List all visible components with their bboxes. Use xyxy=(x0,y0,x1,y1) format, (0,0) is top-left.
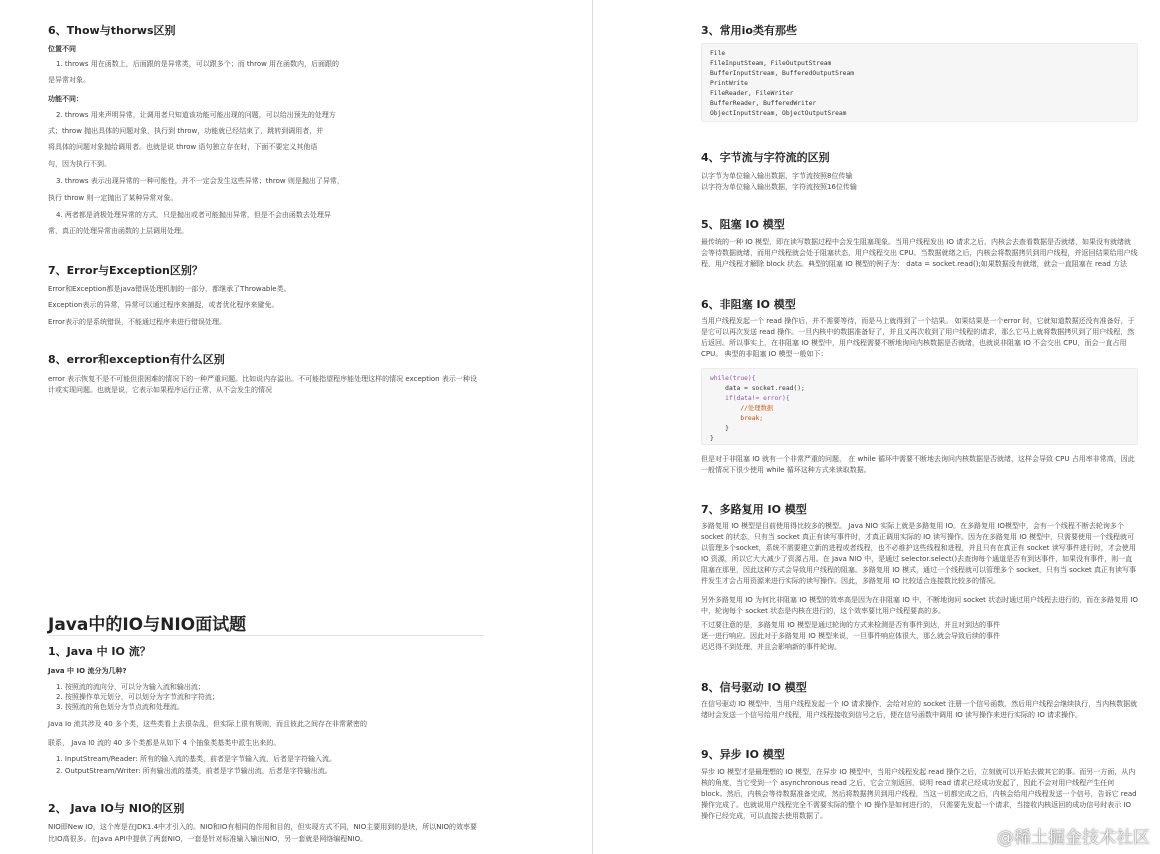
paragraph-line: 句，因为执行不到。 xyxy=(48,160,111,168)
question-1-subtitle: Java 中 IO 流分为几种? xyxy=(48,667,127,675)
code-line: FileReader, FileWriter xyxy=(710,90,794,97)
paragraph-line: 1. throws 用在函数上，后面跟的是异常类，可以跟多个；而 throw 用在函数内，后面跟的 xyxy=(56,60,340,68)
paragraph-line: Error和Exception都是java错误处理机制的一部分，都继承了Throwable类。 xyxy=(48,285,291,293)
section-8-title: 8、信号驱动 IO 模型 xyxy=(701,681,807,694)
code-line: while(true){ xyxy=(710,375,756,382)
section-7-title: 7、多路复用 IO 模型 xyxy=(701,503,807,516)
paragraph-line: 以字节为单位输入输出数据，字节流按照8位传输 xyxy=(701,172,853,180)
list-item: 3. 按照流的角色划分为节点流和处理流。 xyxy=(56,703,184,711)
paragraph: 多路复用 IO 模型是目前使用得比较多的模型。 Java NIO 实际上就是多路复用 IO。在多路复用 IO模型中，会有一个线程不断去轮询多个 socket 的状态，只有当 socket 真正有读写事件时，才真正调用实际的 IO 读写操作。因为在多路复用 IO 模型中，只需要使用一个线程就可以管理多个socket，系统不需要建立新的进程或者线程，也不必维护这些线程和进程，并且只有在真正有 socket 读写事件进行时，才会使用IO 资源，所以它大大减少了资源占用。在 Java NIO 中，是通过 selector.select()去查询每个通道是否有到达事件，如果没有事件，则一直阻塞在那里，因此这种方式会导致用户线程的阻塞。多路复用 IO 模式，通过一个线程就可以管理多个 socket，只有当 socket 真正有读写事件发生才会占用资源来进行实际的读写操作。因此，多路复用 IO 比较适合连接数比较多的情况。 xyxy=(701,522,1136,585)
paragraph-line: Java Io 流共涉及 40 多个类，这些类看上去很杂乱，但实际上很有规则，而且彼此之间存在非常紧密的 xyxy=(48,720,367,728)
paragraph-line: 4. 两者都是消极处理异常的方式，只是抛出或者可能抛出异常，但是不会由函数去处理异 xyxy=(56,211,331,219)
paragraph-line: 迟迟得不到处理，并且会影响新的事件轮询。 xyxy=(701,643,841,651)
list-item: 1. InputStream/Reader: 所有的输入流的基类，前者是字节输入流，后者是字符输入流。 xyxy=(56,755,336,763)
paragraph-line: 联系， Java I0 流的 40 多个类都是从如下 4 个抽象类基类中派生出来的。 xyxy=(48,739,281,747)
code-line: } xyxy=(710,435,714,442)
paragraph-line: 不过要注意的是，多路复用 IO 模型是通过轮询的方式来检测是否有事件到达，并且对到达的事件 xyxy=(701,621,1001,629)
paragraph: 但是对于非阻塞 IO 就有一个非常严重的问题， 在 while 循环中需要不断地去询问内核数据是否就绪，这样会导致 CPU 占用率非常高，因此一般情况下很少使用 while 循环这种方式来读取数据。 xyxy=(701,455,1135,474)
paragraph-line: 计或实现问题。也就是说，它表示如果程序运行正常，从不会发生的情况 xyxy=(48,386,272,394)
paragraph-line: 逐一进行响应。因此对于多路复用 IO 模型来说，一旦事件响应体很大，那么就会导致后续的事件 xyxy=(701,632,1001,640)
code-line: } xyxy=(710,425,729,432)
paragraph-line: 2. throws 用来声明异常，让调用者只知道该功能可能出现的问题，可以给出预先的处理方 xyxy=(56,111,336,119)
paragraph-line: 式；throw 抛出具体的问题对象，执行到 throw，功能就已经结束了，跳转到调用者，并 xyxy=(48,127,324,135)
question-2-title: 2、 Java IO与 NIO的区别 xyxy=(48,802,185,815)
io-classes-code-block xyxy=(701,43,1138,122)
section-6-title: 6、Thow与thorws区别 xyxy=(48,24,176,37)
paragraph: 另外多路复用 IO 为何比非阻塞 IO 模型的效率高是因为在非阻塞 IO 中，不断地询问 socket 状态时通过用户线程去进行的，而在多路复用 IO 中，轮询每个 socket 状态是内核在进行的，这个效率要比用户线程要高的多。 xyxy=(701,596,1138,615)
code-line: PrintWrite xyxy=(710,80,748,87)
nonblocking-code-block xyxy=(701,368,1138,445)
list-item: 1. 按照流的流向分，可以分为输入流和输出流； xyxy=(56,683,205,691)
function-diff-label: 功能不同： xyxy=(48,95,83,103)
paragraph: 在信号驱动 IO 模型中，当用户线程发起一个 IO 请求操作，会给对应的 socket 注册一个信号函数，然后用户线程会继续执行，当内核数据就绪时会发送一个信号给用户线程，用户线程接收到信号之后，便在信号函数中调用 IO 读写操作来进行实际的 IO 请求操作。 xyxy=(701,700,1138,719)
paragraph-line: error 表示恢复不是不可能但很困难的情况下的一种严重问题。比如说内存溢出。不可能指望程序能处理这样的情况 exception 表示一种设 xyxy=(48,375,477,383)
paragraph-line: 以字符为单位输入输出数据，字符流按照16位传输 xyxy=(701,183,857,191)
paragraph-line: 将具体的问题对象抛给调用者。也就是说 throw 语句独立存在时，下面不要定义其他语 xyxy=(48,143,318,151)
paragraph-line: 3. throws 表示出现异常的一种可能性，并不一定会发生这些异常；throw 则是抛出了异常， xyxy=(56,177,344,185)
section-7-title: 7、Error与Exception区别？ xyxy=(48,264,203,277)
section-4-title: 4、字节流与字符流的区别 xyxy=(701,151,830,164)
section-9-title: 9、异步 IO 模型 xyxy=(701,748,785,761)
paragraph: 当用户线程发起一个 read 操作后，并不需要等待，而是马上就得到了一个结果。 如果结果是一个error 时，它就知道数据还没有准备好，于是它可以再次发送 read 操作。一旦内核中的数据准备好了，并且又再次收到了用户线程的请求，那么它马上就将数据拷贝到了用户线程，然后返回。所以事实上，在非阻塞 IO 模型中，用户线程需要不断地询问内核数据是否就绪，也就说非阻塞 IO 不会交出 CPU，而会一直占用 CPU。 典型的非阻塞 IO 模型一般如下： xyxy=(701,317,1135,358)
paragraph-line: Exception表示的异常，异常可以通过程序来捕捉，或者优化程序来避免。 xyxy=(48,301,279,309)
section-5-title: 5、阻塞 IO 模型 xyxy=(701,218,785,231)
paragraph-line: 比IO高很多。在Java API中提供了两套NIO，一套是针对标准输入输出NIO，另一套就是网络编程NIO。 xyxy=(48,835,368,843)
code-line: File xyxy=(710,50,726,57)
code-line: BufferInputStream, BufferedOutputSream xyxy=(710,70,855,77)
paragraph: 异步 IO 模型才是最理想的 IO 模型，在异步 IO 模型中，当用户线程发起 read 操作之后，立刻就可以开始去做其它的事。而另一方面，从内核的角度，当它受到一个 asynchronous read 之后，它会立刻返回，说明 read 请求已经成功发起了，因此不会对用户线程产生任何block。然后，内核会等待数据准备完成，然后将数据拷贝到用户线程，当这一切都完成之后，内核会给用户线程发送一个信号，告诉它 read 操作完成了。也就说用户线程完全不需要实际的整个 IO 操作是如何进行的， 只需要先发起一个请求，当接收内核返回的成功信号时表示 IO 操作已经完成，可以直接去使用数据了。 xyxy=(701,768,1137,820)
page-divider xyxy=(592,0,593,854)
paragraph-line: 常，真正的处理异常由函数的上层调用处理。 xyxy=(48,227,188,235)
section-8-title: 8、error和exception有什么区别 xyxy=(48,353,225,366)
paragraph-line: 是异常对象。 xyxy=(48,76,90,84)
section-6-title: 6、非阻塞 IO 模型 xyxy=(701,298,796,311)
section-3-title: 3、常用io类有那些 xyxy=(701,24,797,37)
paragraph-line: Error表示的是系统错误，不能通过程序来进行错误处理。 xyxy=(48,318,227,326)
paragraph-line: NIO即New IO，这个库是在JDK1.4中才引入的。NIO和IO有相同的作用和目的，但实现方式不同，NIO主要用到的是块，所以NIO的效率要 xyxy=(48,823,478,831)
title-underline xyxy=(48,635,484,636)
position-diff-label: 位置不同 xyxy=(48,45,76,53)
code-line: //处理数据 xyxy=(710,405,774,412)
code-line: BufferReader, BufferedWriter xyxy=(710,100,817,107)
code-line: data = socket.read(); xyxy=(710,385,805,392)
juejin-watermark: @稀土掘金技术社区 xyxy=(997,828,1150,848)
main-title: Java中的IO与NIO面试题 xyxy=(48,615,247,635)
paragraph-line: 执行 throw 则一定抛出了某种异常对象。 xyxy=(48,194,178,202)
list-item: 2. 按照操作单元划分，可以划分为字节流和字符流； xyxy=(56,693,219,701)
code-line: FileInputSteam, FileOutputStream xyxy=(710,60,832,67)
code-line: break; xyxy=(710,415,764,422)
code-line: ObjectInputStream, ObjectOutputSream xyxy=(710,110,847,117)
paragraph: 最传统的一种 IO 模型，即在读写数据过程中会发生阻塞现象。当用户线程发出 IO 请求之后，内核会去查看数据是否就绪，如果没有就绪就会等待数据就绪，而用户线程就会处于阻塞状态，用户线程交出 CPU。当数据就绪之后，内核会将数据拷贝到用户线程，并返回结果给用户线程，用户线程才解除 block 状态。典型的阻塞 IO 模型的例子为： data = socket.read();如果数据没有就绪，就会一直阻塞在 read 方法 xyxy=(701,238,1138,268)
code-line: if(data!= error){ xyxy=(710,395,790,402)
question-1-title: 1、Java 中 IO 流？ xyxy=(48,645,151,658)
list-item: 2. OutputStream/Writer: 所有输出流的基类，前者是字节输出流，后者是字符输出流。 xyxy=(56,767,332,775)
right-document-page xyxy=(597,0,1160,854)
